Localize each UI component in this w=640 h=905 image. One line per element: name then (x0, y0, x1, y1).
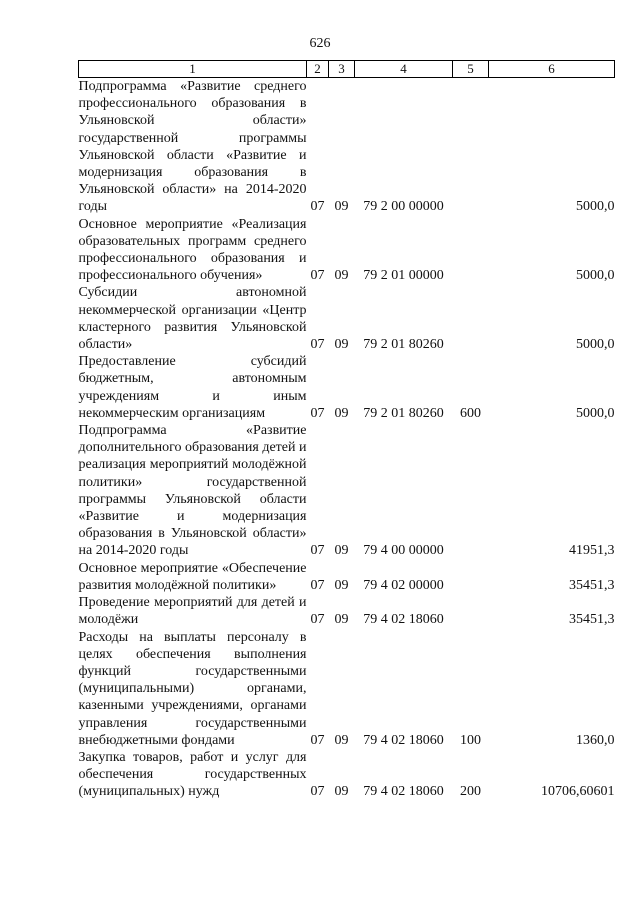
table-row (79, 594, 615, 628)
row-expense-type (453, 560, 489, 594)
row-target-code: 79 2 00 00000 (363, 199, 444, 215)
column-header: 6 (489, 61, 615, 78)
row-section: 07 (310, 577, 325, 593)
row-subsection: 09 (334, 405, 349, 421)
row-amount: 5000,0 (576, 405, 615, 421)
row-target-code: 79 2 01 80260 (363, 405, 444, 421)
row-subsection: 09 (334, 337, 349, 353)
row-section: 07 (310, 612, 325, 628)
row-amount: 5000,0 (576, 199, 615, 215)
row-section: 07 (310, 199, 325, 215)
row-expense-type (453, 422, 489, 560)
column-header: 3 (329, 61, 355, 78)
row-target-code: 79 2 01 00000 (363, 268, 444, 284)
column-header: 4 (355, 61, 453, 78)
row-amount: 41951,3 (569, 543, 615, 559)
row-amount: 35451,3 (569, 577, 615, 593)
row-amount: 1360,0 (576, 732, 615, 748)
row-target-code: 79 4 02 18060 (363, 784, 444, 800)
row-section: 07 (310, 405, 325, 421)
row-expense-type (453, 284, 489, 353)
row-name: Основное мероприятие «Обеспечение развития молодёжной политики» (78, 560, 307, 593)
row-target-code: 79 4 02 18060 (363, 732, 444, 748)
row-subsection: 09 (334, 612, 349, 628)
row-name: Закупка товаров, работ и услуг для обеспечения государственных (муниципальных) нужд (78, 749, 307, 800)
row-section: 07 (310, 268, 325, 284)
row-amount: 35451,3 (569, 612, 615, 628)
table-row (79, 422, 615, 560)
row-expense-type (453, 594, 489, 628)
row-name: Предоставление субсидий бюджетным, автономным учреждениям и иным некоммерческим организациям (78, 354, 307, 421)
table-row (79, 353, 615, 422)
row-amount: 5000,0 (576, 268, 615, 284)
row-expense-type: 200 (460, 784, 481, 800)
row-expense-type (453, 78, 489, 216)
row-name: Субсидии автономной некоммерческой организации «Центр кластерного развития Ульяновской области» (78, 285, 307, 353)
row-amount: 5000,0 (576, 337, 615, 353)
row-target-code: 79 4 02 18060 (363, 612, 444, 628)
row-target-code: 79 4 02 00000 (363, 577, 444, 593)
row-subsection: 09 (334, 784, 349, 800)
table-header-row (79, 61, 615, 78)
row-name: Основное мероприятие «Реализация образовательных программ среднего профессионального образования и профессионального обучения» (78, 216, 307, 284)
table-row (79, 749, 615, 801)
row-subsection: 09 (334, 732, 349, 748)
row-expense-type: 100 (460, 732, 481, 748)
row-target-code: 79 4 00 00000 (363, 543, 444, 559)
row-subsection: 09 (334, 543, 349, 559)
row-subsection: 09 (334, 577, 349, 593)
table-row (79, 284, 615, 353)
row-name: Проведение мероприятий для детей и молодёжи (78, 595, 307, 628)
row-section: 07 (310, 543, 325, 559)
row-subsection: 09 (334, 199, 349, 215)
table-row (79, 78, 615, 216)
row-amount: 10706,60601 (541, 784, 615, 800)
page-number: 626 (309, 36, 331, 51)
column-header: 5 (453, 61, 489, 78)
table-row (79, 216, 615, 285)
row-expense-type: 600 (460, 405, 481, 421)
row-name: Расходы на выплаты персоналу в целях обеспечения выполнения функций государственными (муниципальными) органами, казенными учреждениями, органами управления государственными внебюджетными фондами (78, 629, 307, 748)
column-header: 2 (307, 61, 329, 78)
row-subsection: 09 (334, 268, 349, 284)
row-name: Подпрограмма «Развитие дополнительного образования детей и реализация мероприятий молодёжной политики» государственной программы Ульяновской области «Развитие и модернизация образования в Ульяновской области» на 2014-2020 годы (78, 423, 307, 559)
row-section: 07 (310, 784, 325, 800)
table-row (79, 629, 615, 749)
column-header: 1 (79, 61, 307, 78)
table-row (79, 560, 615, 594)
row-target-code: 79 2 01 80260 (363, 337, 444, 353)
row-section: 07 (310, 732, 325, 748)
budget-table (78, 60, 615, 801)
row-name: Подпрограмма «Развитие среднего профессионального образования в Ульяновской области» государственной программы Ульяновской области «Развитие и модернизация образования в Ульяновской области» на 2014-2020 годы (78, 79, 307, 215)
row-section: 07 (310, 337, 325, 353)
row-expense-type (453, 216, 489, 285)
